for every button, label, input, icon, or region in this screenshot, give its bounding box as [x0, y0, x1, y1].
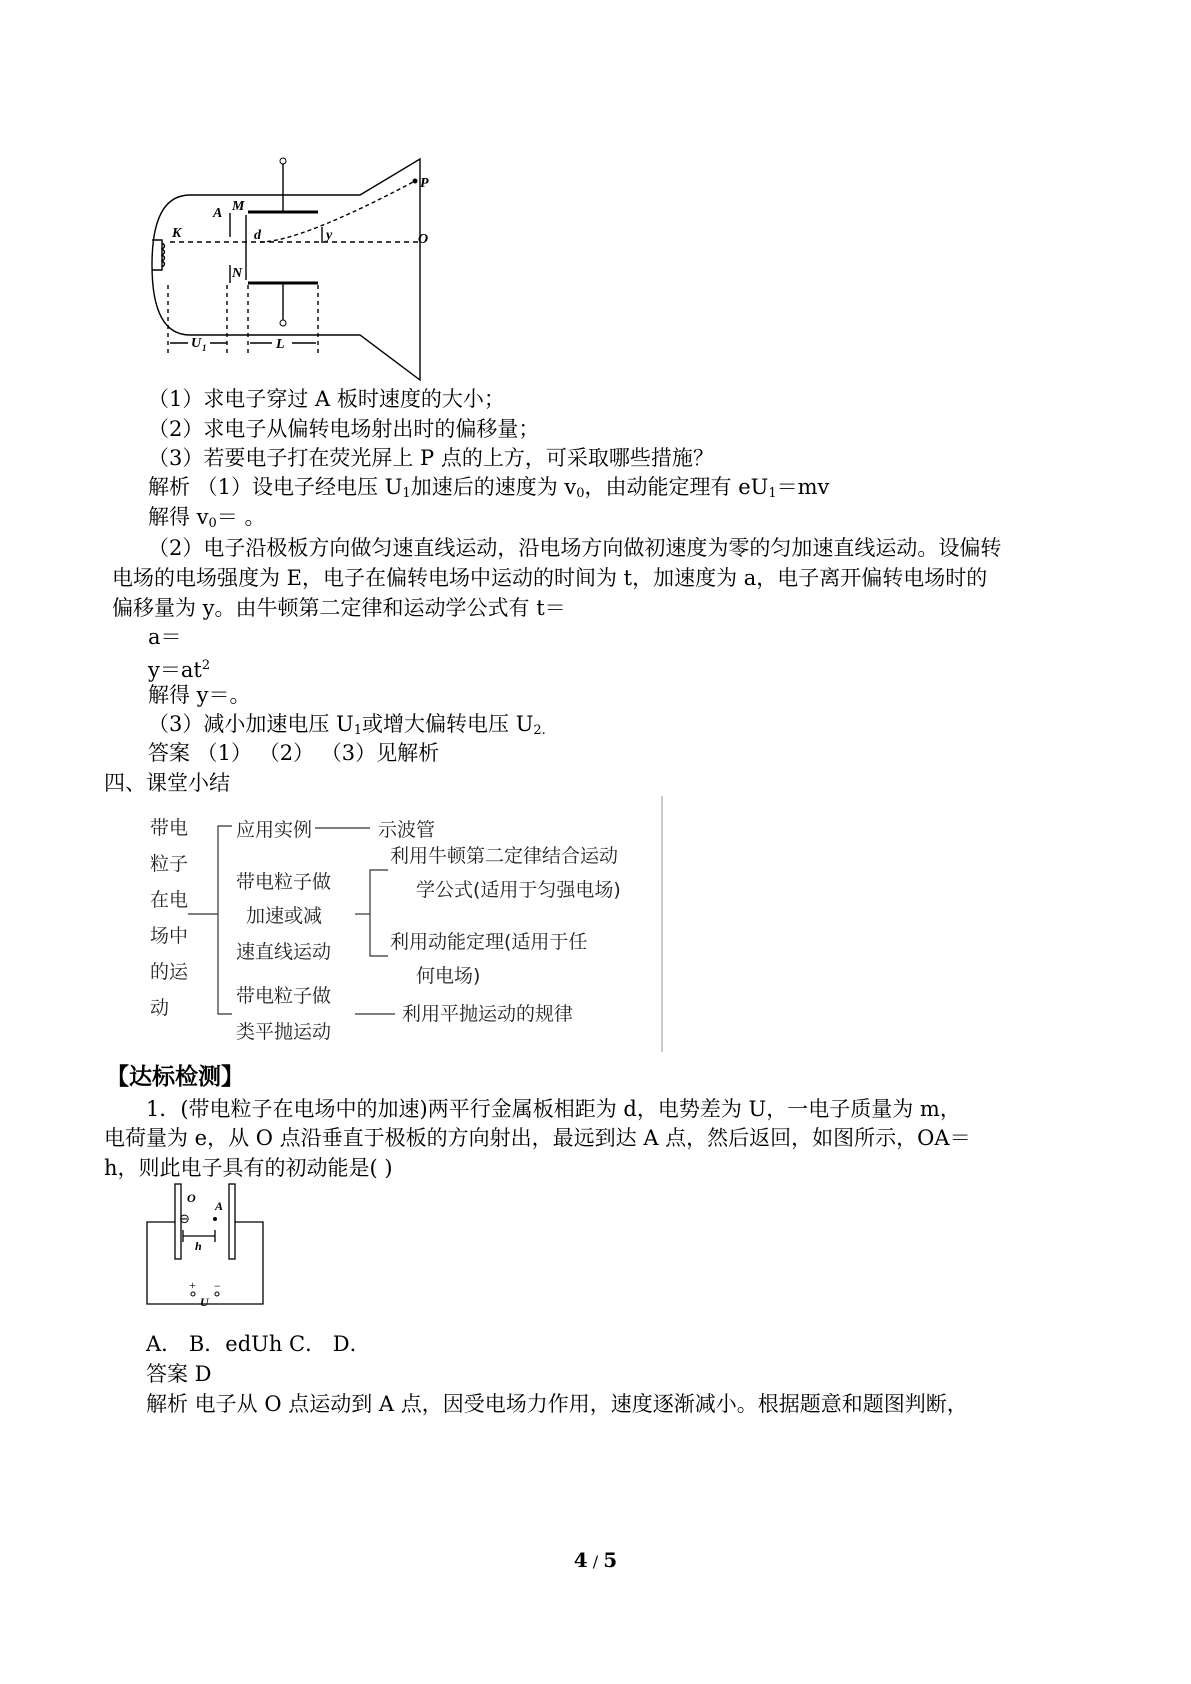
branch-2-line-2: 加速或减	[246, 905, 323, 927]
parallel-plates-diagram	[145, 1182, 270, 1307]
test-answer: 答案 D	[146, 1362, 212, 1386]
solution-line-result: 解得 y＝。	[148, 683, 251, 707]
branch-3-leaf: 利用平抛运动的规律	[402, 1003, 574, 1025]
question-2: （2）求电子从偏转电场射出时的偏移量；	[148, 417, 540, 441]
solution-line-1: 解析 （1）设电子经电压 $U_1$加速后的速度为 $v_0$，由动能定理有 $eU_1=mv$	[148, 475, 830, 501]
label-u1-sub: 1	[202, 343, 207, 353]
solution-line-a: a＝	[148, 625, 182, 649]
root-line-5: 的运	[150, 961, 189, 983]
test-options: A． B．edUh C． D．	[146, 1332, 371, 1356]
plate-label-o: O	[187, 1191, 196, 1205]
test-q1-line-1: 1．(带电粒子在电场中的加速)两平行金属板相距为 d，电势差为 U，一电子质量为 m，	[146, 1097, 961, 1121]
root-line-2: 粒子	[150, 853, 189, 875]
root-line-4: 场中	[150, 925, 189, 947]
answer-line: 答案 （1） （2） （3）见解析	[148, 741, 440, 765]
label-o: O	[418, 232, 429, 247]
plate-label-u: U	[200, 1295, 209, 1307]
label-y: y	[326, 228, 333, 243]
branch-3-line-1: 带电粒子做	[236, 985, 332, 1007]
branch-1-leaf: 示波管	[378, 819, 436, 841]
page-number: 4 / 5	[573, 1548, 618, 1572]
electron-icon: ⊖	[179, 1212, 190, 1227]
label-k: K	[172, 226, 182, 241]
branch-1: 应用实例	[236, 819, 313, 841]
root-line-3: 在电	[150, 889, 189, 911]
label-u1: U	[191, 336, 202, 351]
label-d: d	[254, 228, 261, 243]
solution-line-3: （3）减小加速电压 $U_1$或增大偏转电压 $U_{2.}$	[148, 712, 546, 738]
oscilloscope-diagram	[150, 155, 450, 385]
root-line-6: 动	[150, 997, 170, 1019]
test-heading: 【达标检测】	[106, 1063, 244, 1090]
branch-3-line-2: 类平抛运动	[236, 1021, 332, 1043]
root-line-1: 带电	[150, 817, 189, 839]
branch-2-leaf-2b: 何电场)	[416, 965, 481, 987]
test-explain: 解析 电子从 O 点运动到 A 点，因受电场力作用，速度逐渐减小。根据题意和题图判断，	[146, 1392, 968, 1416]
branch-2-leaf-1b: 学公式(适用于匀强电场)	[416, 879, 621, 901]
branch-2-line-3: 速直线运动	[236, 941, 332, 963]
plate-label-plus: +	[189, 1278, 196, 1292]
plate-label-h: h	[195, 1239, 202, 1253]
label-m: M	[232, 199, 245, 214]
branch-2-leaf-1a: 利用牛顿第二定律结合运动	[390, 845, 619, 867]
label-n: N	[232, 266, 243, 281]
summary-mindmap	[140, 796, 670, 1056]
test-q1-line-3: h，则此电子具有的初动能是( )	[104, 1156, 393, 1180]
solution-paragraph-2: （2）电子沿极板方向做匀速直线运动，沿电场方向做初速度为零的匀加速直线运动。设偏转电场的电场强度为 E，电子在偏转电场中运动的时间为 t，加速度为 a，电子离开偏转电场时的偏移量为 y。由牛顿第二定律和运动学公式有 t＝	[112, 536, 1002, 620]
solution-line-y: $y=at^2$	[148, 658, 211, 682]
section-4-title: 四、课堂小结	[104, 771, 230, 795]
question-3: （3）若要电子打在荧光屏上 P 点的上方，可采取哪些措施？	[148, 446, 714, 470]
label-p: P	[420, 176, 429, 191]
branch-2-leaf-2a: 利用动能定理(适用于任	[390, 931, 588, 953]
label-a: A	[213, 206, 223, 221]
plate-label-a: A	[215, 1199, 224, 1213]
plate-label-minus: −	[214, 1279, 221, 1293]
solution-line-2: 解得 $v_0=$ 。	[148, 505, 266, 531]
question-1: （1）求电子穿过 A 板时速度的大小；	[148, 387, 505, 411]
branch-2-line-1: 带电粒子做	[236, 871, 332, 893]
label-l: L	[276, 337, 285, 352]
test-q1-line-2: 电荷量为 e，从 O 点沿垂直于极板的方向射出，最远到达 A 点，然后返回，如图所示，OA＝	[104, 1126, 971, 1150]
